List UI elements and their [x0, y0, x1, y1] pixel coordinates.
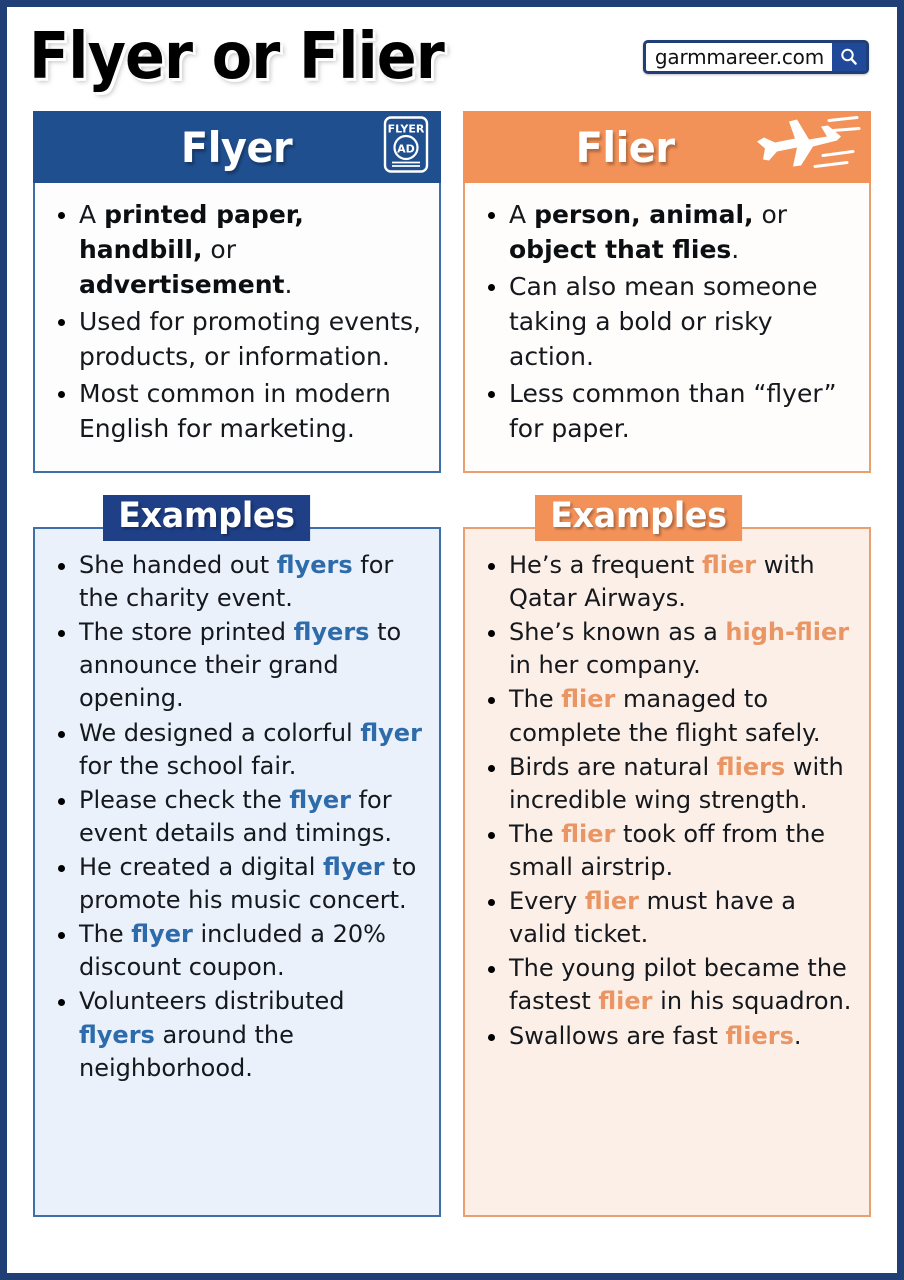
list-item: Volunteers distributed flyers around the neighborhood. — [43, 985, 427, 1084]
content-grid — [7, 107, 897, 1217]
list-item: Can also mean someone taking a bold or risky action. — [475, 269, 853, 374]
list-item: The flier took off from the small airstrip. — [473, 818, 857, 884]
highlighted-term: flyer — [131, 920, 193, 949]
flyer-examples-card — [33, 495, 441, 1217]
highlighted-term: flier — [584, 887, 639, 916]
list-item: Every flier must have a valid ticket. — [473, 885, 857, 951]
list-item: Birds are natural fliers with incredible wing strength. — [473, 751, 857, 817]
flier-examples-list — [473, 549, 857, 1053]
header-bar — [7, 7, 897, 107]
flyer-definition-list — [45, 197, 423, 446]
list-item: Used for promoting events, products, or information. — [45, 304, 423, 374]
site-search-box[interactable] — [643, 40, 869, 74]
airplane-icon — [731, 114, 861, 181]
highlighted-term: flyers — [79, 1020, 155, 1049]
list-item: A person, animal, or object that flies. — [475, 197, 853, 267]
definition-row — [33, 111, 871, 473]
search-input[interactable]: garmmareer.com — [654, 45, 824, 69]
search-icon — [839, 47, 859, 67]
highlighted-term: high-flier — [725, 618, 850, 647]
flier-definition-body — [463, 183, 871, 473]
highlighted-term: flier — [598, 987, 653, 1016]
list-item: Most common in modern English for marketing. — [45, 376, 423, 446]
examples-row — [33, 495, 871, 1217]
highlighted-term: flier — [561, 819, 616, 848]
flyer-examples-badge: Examples — [103, 495, 310, 541]
flier-header-label: Flier — [575, 122, 675, 172]
flier-examples-card — [463, 495, 871, 1217]
list-item: He created a digital flyer to promote his music concert. — [43, 851, 427, 917]
flyer-examples-box — [33, 527, 441, 1217]
flier-definition-list — [475, 197, 853, 446]
highlighted-term: flier — [561, 685, 616, 714]
flier-examples-badge: Examples — [535, 495, 742, 541]
svg-text:AD: AD — [397, 142, 415, 156]
search-button[interactable] — [832, 43, 866, 71]
flyer-examples-list — [43, 549, 427, 1085]
list-item: She’s known as a high-flier in her company. — [473, 616, 857, 682]
list-item: He’s a frequent flier with Qatar Airways. — [473, 549, 857, 615]
flyer-definition-card — [33, 111, 441, 473]
highlighted-term: fliers — [716, 752, 786, 781]
highlighted-term: flier — [701, 551, 757, 579]
list-item: Swallows are fast fliers. — [473, 1020, 857, 1053]
svg-text:FLYER: FLYER — [387, 122, 425, 136]
flier-card-header — [463, 111, 871, 183]
highlighted-term: flyer — [289, 785, 351, 814]
list-item: Less common than “flyer” for paper. — [475, 376, 853, 446]
list-item: The young pilot became the fastest flier in his squadron. — [473, 952, 857, 1018]
highlighted-term: flyers — [293, 618, 370, 647]
flyer-ad-document-icon — [383, 116, 429, 179]
list-item: A printed paper, handbill, or advertisement. — [45, 197, 423, 302]
list-item: She handed out flyers for the charity event. — [43, 549, 427, 615]
list-item: The flier managed to complete the flight safely. — [473, 683, 857, 749]
highlighted-term: flyers — [276, 551, 353, 579]
flier-definition-card — [463, 111, 871, 473]
flier-examples-box — [463, 527, 871, 1217]
flyer-definition-body — [33, 183, 441, 473]
list-item: We designed a colorful flyer for the school fair. — [43, 717, 427, 783]
page-title: Flyer or Flier — [29, 20, 444, 94]
list-item: The store printed flyers to announce their grand opening. — [43, 616, 427, 715]
highlighted-term: flyer — [323, 852, 385, 881]
flyer-card-header — [33, 111, 441, 183]
highlighted-term: fliers — [725, 1021, 794, 1050]
highlighted-term: flyer — [360, 718, 422, 747]
list-item: Please check the flyer for event details and timings. — [43, 784, 427, 850]
list-item: The flyer included a 20% discount coupon. — [43, 918, 427, 984]
flyer-header-label: Flyer — [181, 122, 293, 172]
